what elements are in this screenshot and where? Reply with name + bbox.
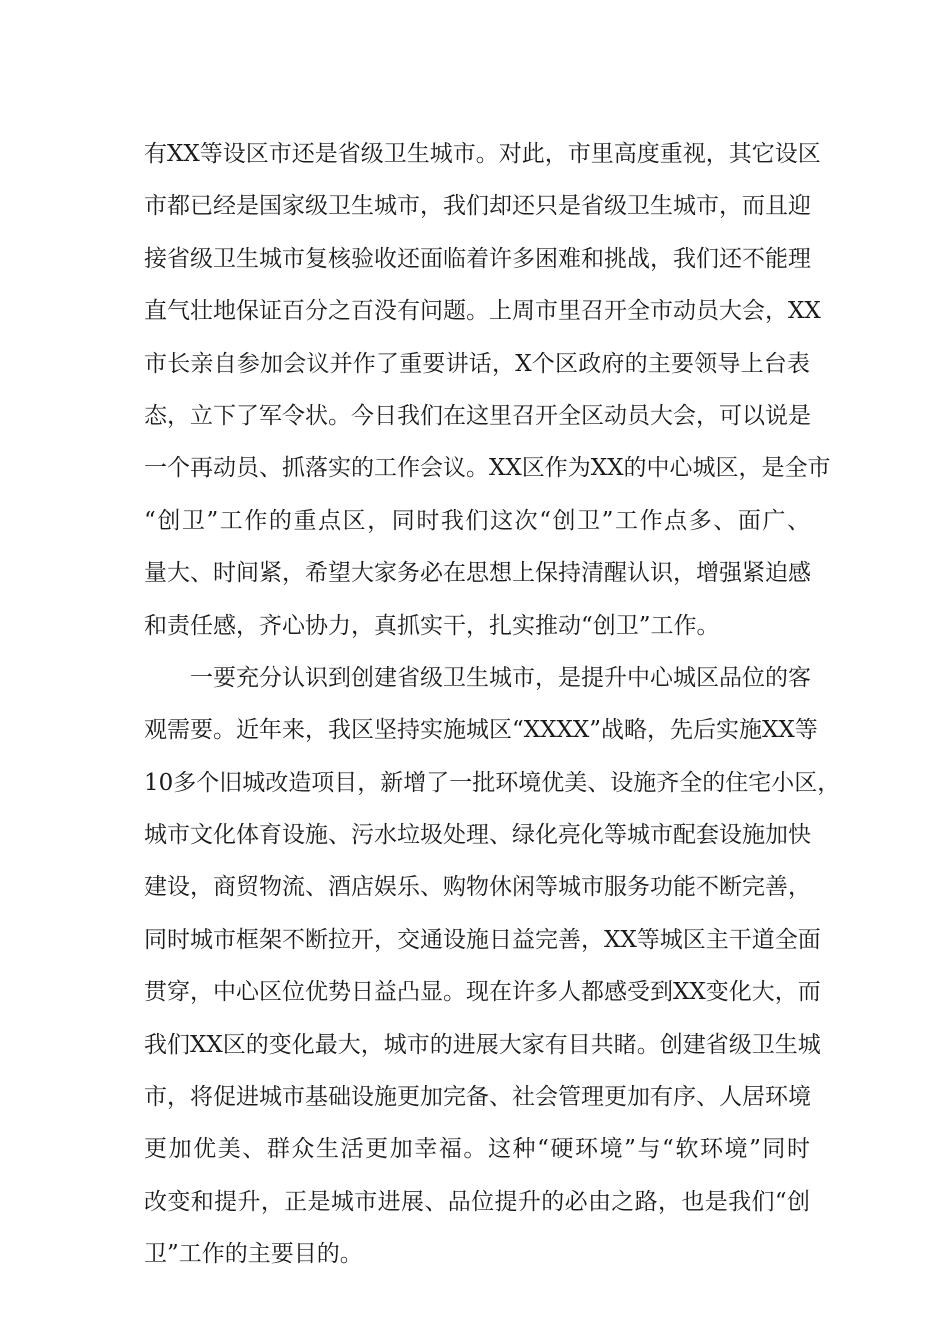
text-line: 和责任感，齐心协力，真抓实干，扎实推动“创卫”工作。 <box>144 612 720 639</box>
text-line: 量大、时间紧，希望大家务必在思想上保持清醒认识，增强紧迫感 <box>144 560 811 587</box>
text-line: 卫”工作的主要目的。 <box>144 1241 363 1268</box>
text-line: 市长亲自参加会议并作了重要讲话，X个区政府的主要领导上台表 <box>144 350 810 377</box>
text-line: 一个再动员、抓落实的工作会议。XX区作为XX的中心城区，是全市 <box>144 455 831 482</box>
text-line: 市都已经是国家级卫生城市，我们却还只是省级卫生城市，而且迎 <box>144 193 811 220</box>
paragraph-2 <box>144 652 841 1281</box>
text-line: 更加优美、群众生活更加幸福。这种“硬环境”与“软环境”同时 <box>144 1136 810 1163</box>
text-line: 态，立下了军令状。今日我们在这里召开全区动员大会，可以说是 <box>144 402 811 429</box>
text-line: 观需要。近年来，我区坚持实施城区“XXXX”战略，先后实施XX等 <box>144 717 818 744</box>
text-line: 市，将促进城市基础设施更加完备、社会管理更加有序、人居环境 <box>144 1084 811 1111</box>
text-line: 一要充分认识到创建省级卫生城市，是提升中心城区品位的客 <box>190 664 811 691</box>
text-line: 我们XX区的变化最大，城市的进展大家有目共睹。创建省级卫生城 <box>144 1031 821 1058</box>
document-body <box>144 128 841 1281</box>
text-line: 接省级卫生城市复核验收还面临着许多困难和挑战，我们还不能理 <box>144 245 811 272</box>
text-line: 贯穿，中心区位优势日益凸显。现在许多人都感受到XX变化大，而 <box>144 979 821 1006</box>
paragraph-1 <box>144 128 831 652</box>
text-line: 改变和提升，正是城市进展、品位提升的必由之路，也是我们“创 <box>144 1188 810 1215</box>
text-line: 直气壮地保证百分之百没有问题。上周市里召开全市动员大会，XX <box>144 298 821 325</box>
text-line: 同时城市框架不断拉开，交通设施日益完善，XX等城区主干道全面 <box>144 926 821 953</box>
text-line: 有XX等设区市还是省级卫生城市。对此，市里高度重视，其它设区 <box>144 141 821 167</box>
text-line: 建设，商贸物流、酒店娱乐、购物休闲等城市服务功能不断完善， <box>144 874 811 901</box>
text-line: “创卫”工作的重点区，同时我们这次“创卫”工作点多、面广、 <box>144 507 810 534</box>
text-line: 10多个旧城改造项目，新增了一批环境优美、设施齐全的住宅小区， <box>144 769 841 796</box>
text-line: 城市文化体育设施、污水垃圾处理、绿化亮化等城市配套设施加快 <box>144 822 811 849</box>
